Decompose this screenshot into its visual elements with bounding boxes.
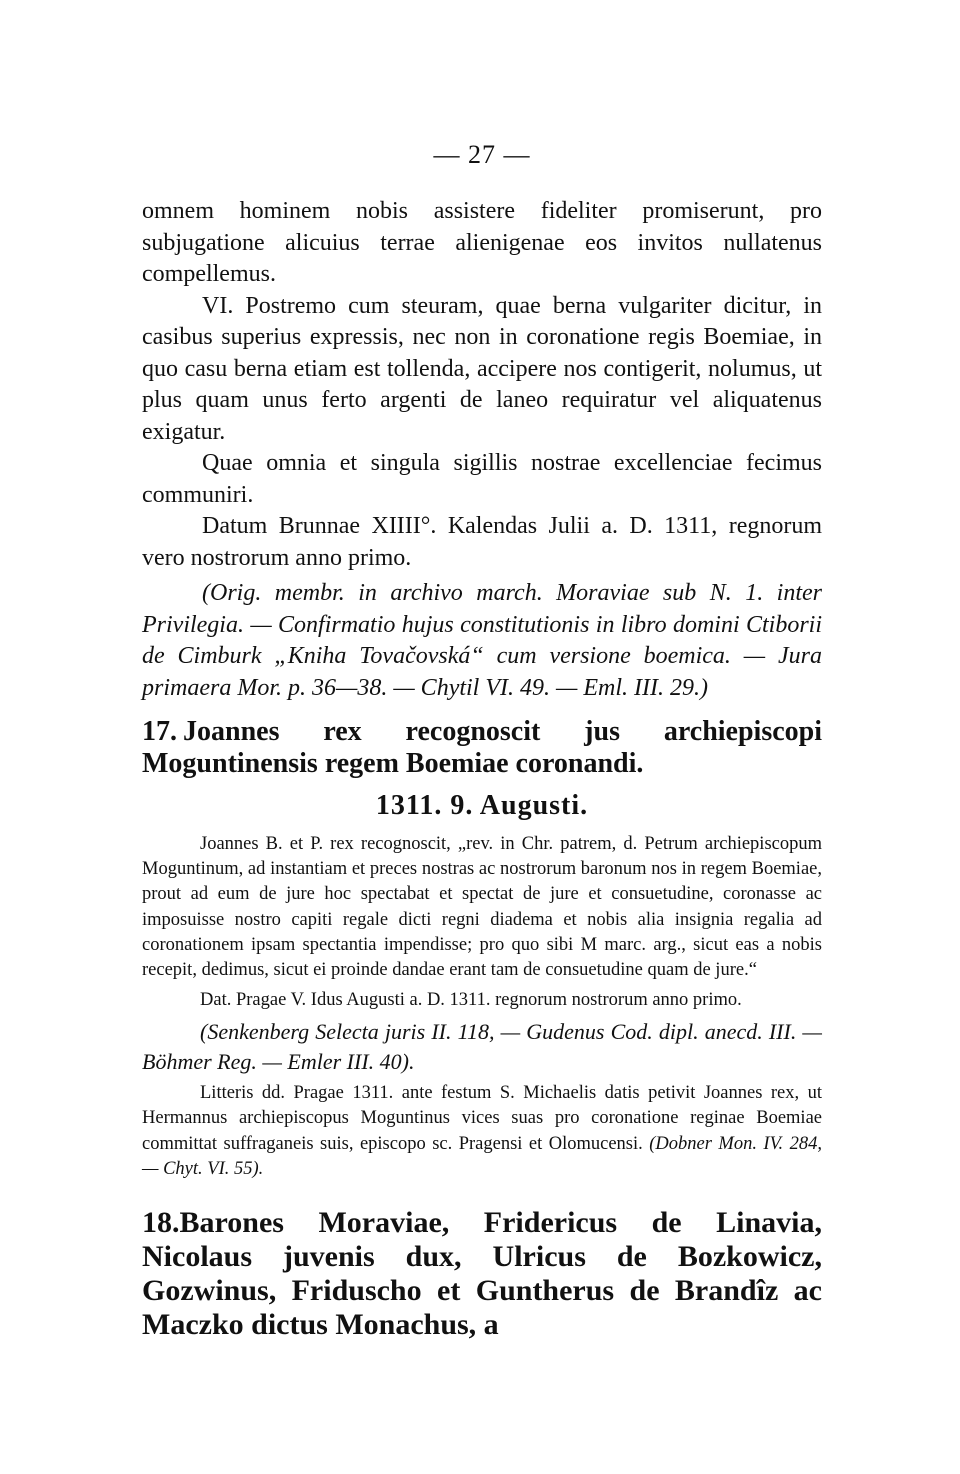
document-page — [142, 140, 822, 1342]
paragraph: Quae omnia et singula sigillis nostrae excellenciae fecimus communiri. — [142, 450, 822, 508]
note-text: Litteris dd. Pragae 1311. ante festum S. Michaelis datis petivit Joannes rex, ut Hermannus archiepiscopus Moguntinus vices suas pro coronatione reginae Boemiae committat suffraganeis suis, episcopo sc. Pragensi et Olomucensi. — [142, 1083, 822, 1154]
document-number: 18. — [142, 1206, 180, 1240]
charter-text — [142, 196, 822, 574]
note-citation: (Dobner Mon. IV. 284, — Chyt. VI. 55). — [142, 1133, 822, 1179]
document-title: Barones Moraviae, Fridericus de Linavia, Nicolaus juvenis dux, Ulricus de Bozkowicz, Gozwinus, Friduscho et Guntherus de Brandîz ac Maczko dictus Monachus, a — [142, 1206, 822, 1342]
document-text — [142, 832, 822, 983]
source-citation: (Orig. membr. in archivo march. Moraviae sub N. 1. inter Privilegia. — Confirmatio hujus constitutionis in libro domini Ctiborii de Cimburk „Kniha Tovačovská“ cum versione boemica. — Jura primaera Mor. p. 36—38. — Chytil VI. 49. — Eml. III. 29.) — [142, 580, 822, 701]
source-citation: (Senkenberg Selecta juris II. 118, — Gudenus Cod. dipl. anecd. III. — Böhmer Reg. — Emler III. 40). — [142, 1019, 822, 1075]
paragraph: omnem hominem nobis assistere fideliter promiserunt, pro subjugatione alicuius terrae alienigenae eos invitos nullatenus compellemus. — [142, 198, 822, 287]
document-heading — [142, 716, 822, 780]
paragraph: VI. Postremo cum steuram, quae berna vulgariter dicitur, in casibus superius expressis, nec non in coronatione regis Boemiae, in quo casu berna etiam est tollenda, accipere nos contigerit, nolumus, ut plus quam unus ferto argenti de laneo requiratur vel aliquatenus exigatur. — [142, 292, 822, 445]
document-note — [142, 1081, 822, 1182]
page-number: — 27 — — [433, 140, 531, 169]
document-date: 1311. 9. Augusti. — [375, 790, 589, 821]
paragraph — [142, 1081, 822, 1182]
document-number: 17. — [142, 716, 177, 747]
document-heading — [142, 1206, 822, 1342]
paragraph: Joannes B. et P. rex recognoscit, „rev. in Chr. patrem, d. Petrum archiepiscopum Moguntinum, ad instantiam et preces nostras ac nostrorum baronum nos in regem Boemiae, prout ad eum de jure hoc spectabat et spectat de jure et consuetudine, coronasse ac imposuisse nostro capiti regale dicti regni diadema et nobis alia insignia regalia ad coronationem ipsam spectantia impendisse; pro quo sibi M marc. arg., sicut eas a nobis recepit, dedimus, sicut ei proinde dandae erant tam de consuetudine quam de jure.“ — [142, 834, 822, 981]
document-title: Joannes rex recognoscit jus archiepiscopi Moguntinensis regem Boemiae coronandi. — [142, 716, 822, 779]
document-datum: Dat. Pragae V. Idus Augusti a. D. 1311. regnorum nostrorum anno primo. — [200, 990, 742, 1011]
paragraph: Datum Brunnae XIIII°. Kalendas Julii a. D. 1311, regnorum vero nostrorum anno primo. — [142, 513, 822, 571]
